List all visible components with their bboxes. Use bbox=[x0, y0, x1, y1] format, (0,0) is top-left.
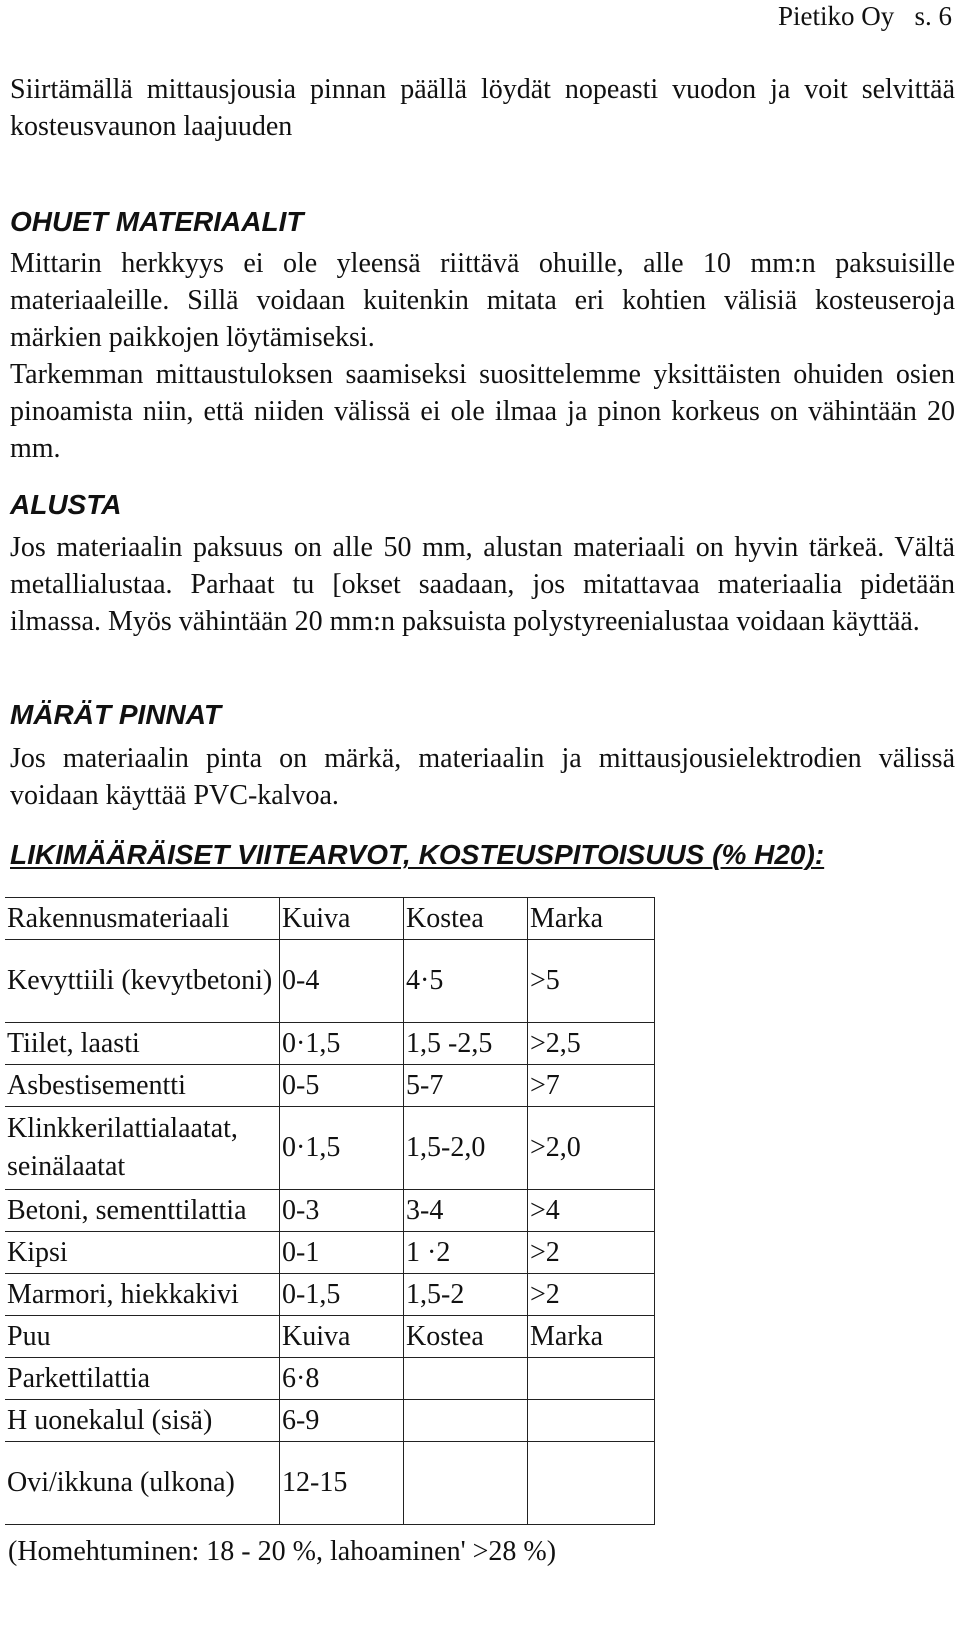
table-cell-moist: 1,5-2,0 bbox=[404, 1107, 528, 1190]
table-cell-wet: >5 bbox=[528, 940, 655, 1023]
table-cell-material: Rakennusmateriaali bbox=[5, 898, 280, 940]
table-cell-dry: 0-3 bbox=[280, 1190, 404, 1232]
table-cell-material: H uonekalul (sisä) bbox=[5, 1400, 280, 1442]
thin-materials-paragraph-2: Tarkemman mittaustuloksen saamiseksi suosittelemme yksittäisten ohuiden osien pinoamista niin, että niiden välissä ei ole ilmaa ja pinon korkeus on vähintään 20 mm. bbox=[10, 359, 955, 464]
table-cell-moist: 1,5-2 bbox=[404, 1274, 528, 1316]
table-cell-moist bbox=[404, 1358, 528, 1400]
table-row bbox=[5, 1274, 655, 1316]
table-cell-wet: >2,5 bbox=[528, 1023, 655, 1065]
table-cell-dry: 0-1,5 bbox=[280, 1274, 404, 1316]
table-cell-moist: Kostea bbox=[404, 898, 528, 940]
table-cell-material: Puu bbox=[5, 1316, 280, 1358]
thin-materials-paragraph-1: Mittarin herkkyys ei ole yleensä riittävä ohuille, alle 10 mm:n paksuisille materiaaleille. Sillä voidaan kuitenkin mitata eri kohtien välisiä kosteuseroja märkien paikkojen löytämiseksi. bbox=[10, 248, 955, 353]
moisture-reference-table bbox=[5, 897, 655, 1525]
heading-wet-surfaces: MÄRÄT PINNAT bbox=[10, 699, 222, 730]
table-cell-dry: 6·8 bbox=[280, 1358, 404, 1400]
table-row bbox=[5, 1358, 655, 1400]
table-row bbox=[5, 1065, 655, 1107]
table-cell-dry: Kuiva bbox=[280, 1316, 404, 1358]
table-cell-material: Marmori, hiekkakivi bbox=[5, 1274, 280, 1316]
table-footnote: (Homehtuminen: 18 - 20 %, lahoaminen' >28 %) bbox=[8, 1536, 557, 1567]
table-cell-material: Ovi/ikkuna (ulkona) bbox=[5, 1442, 280, 1525]
page-header bbox=[778, 0, 952, 32]
table-cell-wet: >4 bbox=[528, 1190, 655, 1232]
table-cell-wet: >2,0 bbox=[528, 1107, 655, 1190]
table-cell-material: Asbestisementti bbox=[5, 1065, 280, 1107]
table-cell-wet bbox=[528, 1358, 655, 1400]
table-cell-material: Tiilet, laasti bbox=[5, 1023, 280, 1065]
heading-thin-materials: OHUET MATERIAALIT bbox=[10, 206, 304, 237]
header-page-number: s. 6 bbox=[914, 1, 952, 31]
table-cell-wet: >7 bbox=[528, 1065, 655, 1107]
table-cell-moist: Kostea bbox=[404, 1316, 528, 1358]
table-row bbox=[5, 1107, 655, 1190]
table-cell-dry: 0-4 bbox=[280, 940, 404, 1023]
table-cell-moist: 1,5 -2,5 bbox=[404, 1023, 528, 1065]
table-cell-moist bbox=[404, 1400, 528, 1442]
table-row bbox=[5, 1400, 655, 1442]
table-row bbox=[5, 898, 655, 940]
table-cell-wet: >2 bbox=[528, 1274, 655, 1316]
table-cell-wet bbox=[528, 1400, 655, 1442]
intro-paragraph: Siirtämällä mittausjousia pinnan päällä löydät nopeasti vuodon ja voit selvittää kosteusvaunon laajuuden bbox=[10, 74, 955, 142]
table-cell-moist: 4·5 bbox=[404, 940, 528, 1023]
table-row bbox=[5, 1190, 655, 1232]
table-cell-dry: Kuiva bbox=[280, 898, 404, 940]
table-cell-wet bbox=[528, 1442, 655, 1525]
heading-base: ALUSTA bbox=[10, 489, 122, 520]
table-cell-wet: >2 bbox=[528, 1232, 655, 1274]
table-cell-moist: 1 ·2 bbox=[404, 1232, 528, 1274]
table-row bbox=[5, 1316, 655, 1358]
table-cell-dry: 6-9 bbox=[280, 1400, 404, 1442]
table-cell-wet: Marka bbox=[528, 898, 655, 940]
table-cell-dry: 12-15 bbox=[280, 1442, 404, 1525]
table-row bbox=[5, 1442, 655, 1525]
table-cell-material: Kevyttiili (kevytbetoni) bbox=[5, 940, 280, 1023]
table-cell-wet: Marka bbox=[528, 1316, 655, 1358]
table-cell-dry: 0·1,5 bbox=[280, 1107, 404, 1190]
table-cell-moist: 3-4 bbox=[404, 1190, 528, 1232]
table-row bbox=[5, 940, 655, 1023]
table-cell-dry: 0-1 bbox=[280, 1232, 404, 1274]
table-row bbox=[5, 1232, 655, 1274]
header-company: Pietiko Oy bbox=[777, 1, 895, 31]
table-cell-dry: 0·1,5 bbox=[280, 1023, 404, 1065]
table-cell-dry: 0-5 bbox=[280, 1065, 404, 1107]
table-cell-moist: 5-7 bbox=[404, 1065, 528, 1107]
base-paragraph: Jos materiaalin paksuus on alle 50 mm, alustan materiaali on hyvin tärkeä. Vältä metallialustaa. Parhaat tu [okset saadaan, jos mitattavaa materiaalia pidetään ilmassa. Myös vähintään 20 mm:n paksuista polystyreenialustaa voidaan käyttää. bbox=[10, 532, 955, 637]
table-cell-material: Klinkkerilattialaatat, seinälaatat bbox=[5, 1107, 280, 1190]
table-cell-moist bbox=[404, 1442, 528, 1525]
heading-reference-values: LIKIMÄÄRÄISET VIITEARVOT, KOSTEUSPITOISUUS (% H20): bbox=[10, 839, 825, 870]
table-cell-material: Parkettilattia bbox=[5, 1358, 280, 1400]
table-cell-material: Kipsi bbox=[5, 1232, 280, 1274]
wet-surfaces-paragraph: Jos materiaalin pinta on märkä, materiaalin ja mittausjousielektrodien välissä voidaan käyttää PVC-kalvoa. bbox=[10, 743, 955, 811]
table-cell-material: Betoni, sementtilattia bbox=[5, 1190, 280, 1232]
table-row bbox=[5, 1023, 655, 1065]
